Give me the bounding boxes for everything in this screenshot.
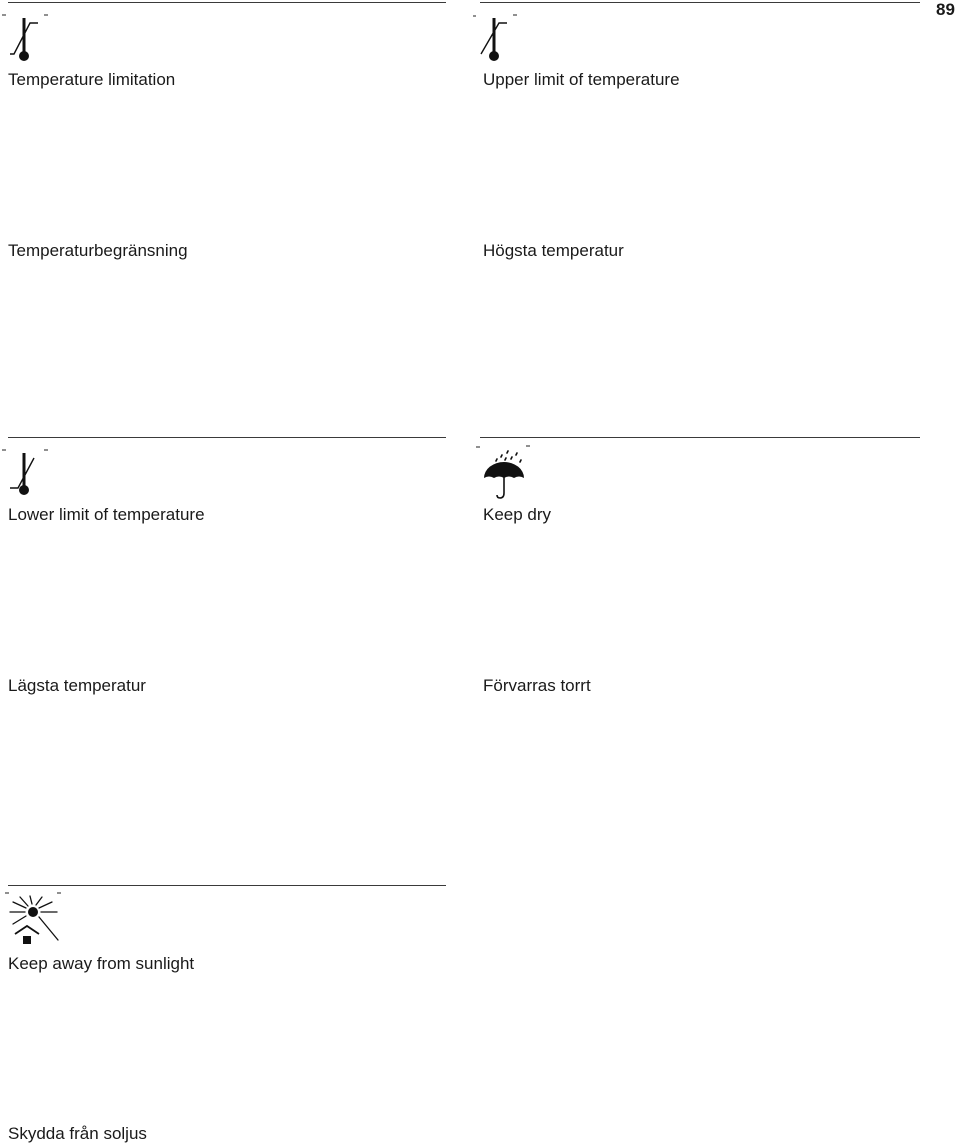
sun-ray <box>20 897 28 906</box>
label-upper-limit-en: Upper limit of temperature <box>483 70 680 89</box>
label-upper-limit-sv: Högsta temperatur <box>483 241 624 260</box>
rain-drop <box>496 459 497 461</box>
keep-dry-umbrella-icon <box>472 440 534 502</box>
label-lower-limit-sv: Lägsta temperatur <box>8 676 146 695</box>
rain-drops <box>496 451 521 462</box>
rain-drop <box>511 457 512 459</box>
sun-ray <box>39 902 52 908</box>
umbrella-canopy <box>484 462 524 478</box>
divider-row1-right <box>480 2 920 3</box>
protective-roof <box>15 926 39 934</box>
label-keep-away-sunlight-sv: Skydda från soljus <box>8 1124 147 1143</box>
divider-row3-left <box>8 885 446 886</box>
label-lower-limit-en: Lower limit of temperature <box>8 505 205 524</box>
keep-away-from-sunlight-icon <box>0 886 66 948</box>
sun-ray <box>39 917 58 940</box>
label-temperature-limitation-en: Temperature limitation <box>8 70 176 89</box>
thermometer-bulb <box>19 51 29 61</box>
rain-drop <box>501 455 502 457</box>
label-temperature-limitation-sv: Temperaturbegränsning <box>8 241 188 260</box>
sun-ray <box>13 916 26 924</box>
temperature-limitation-icon <box>0 8 56 66</box>
thermometer-bulb <box>19 485 29 495</box>
divider-row2-left <box>8 437 446 438</box>
rain-drop <box>520 460 521 462</box>
rain-drop <box>507 451 508 453</box>
label-keep-away-sunlight-en: Keep away from sunlight <box>8 954 195 973</box>
sun-disc <box>28 907 38 917</box>
sun-ray <box>30 896 32 904</box>
sun-ray <box>36 897 42 905</box>
upper-temperature-limit-icon <box>470 8 526 66</box>
label-keep-dry-sv: Förvarras torrt <box>483 676 591 695</box>
divider-row2-right <box>480 437 920 438</box>
page-number: 89 <box>936 0 955 19</box>
sun-ray <box>13 902 26 908</box>
limit-line <box>10 458 34 488</box>
rain-drop <box>516 453 517 455</box>
umbrella-handle <box>497 477 504 498</box>
package-square <box>23 936 31 944</box>
label-keep-dry-en: Keep dry <box>483 505 552 524</box>
lower-temperature-limit-icon <box>0 442 56 500</box>
rain-drop <box>505 458 506 460</box>
thermometer-bulb <box>489 51 499 61</box>
divider-row1-left <box>8 2 446 3</box>
